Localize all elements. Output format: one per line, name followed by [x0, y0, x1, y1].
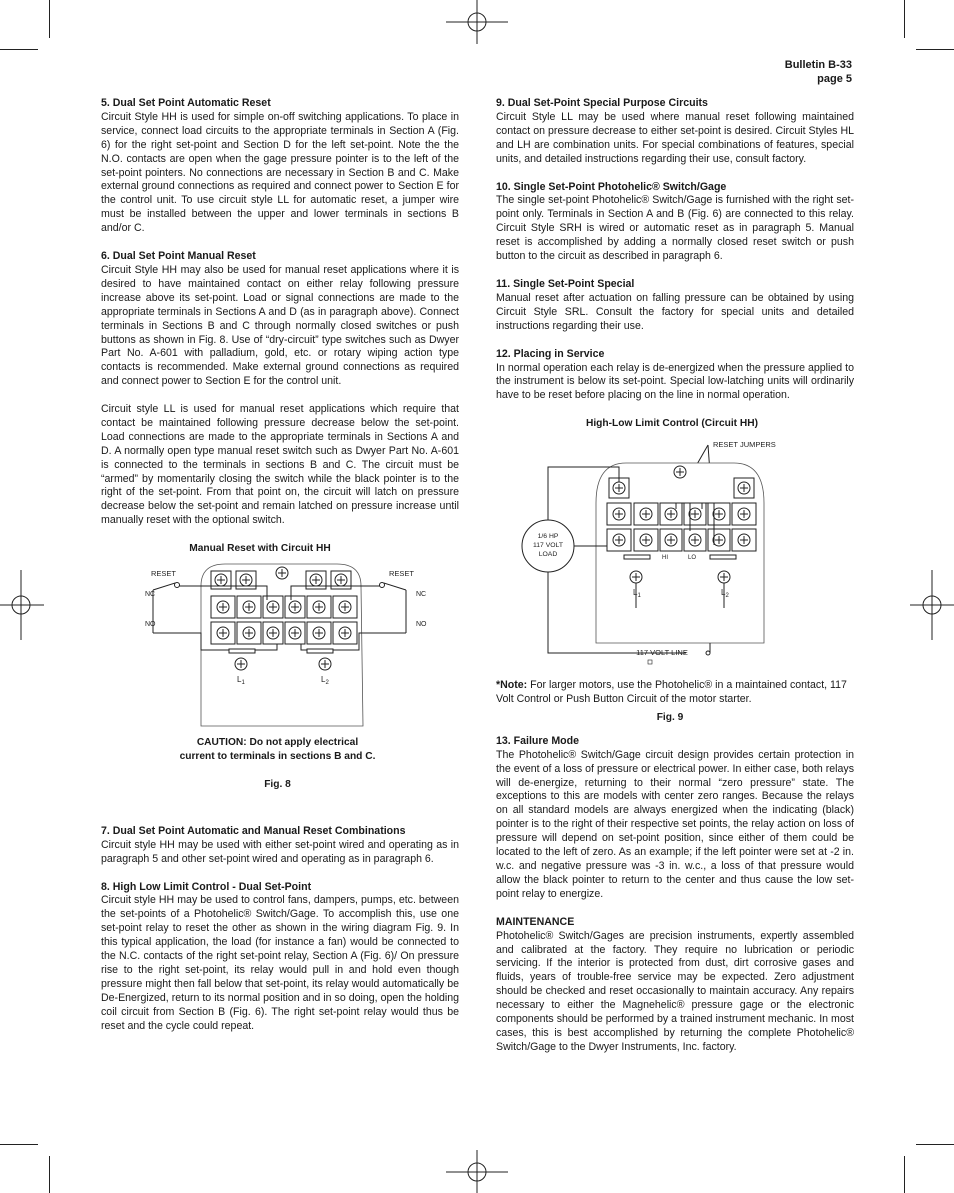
crop-mark	[904, 1156, 905, 1193]
hi-label: HI	[662, 555, 668, 562]
section-title: 9. Dual Set-Point Special Purpose Circuits	[496, 97, 708, 109]
section-body: Circuit style HH may be used with either set-point wired and operating as in paragraph 5 and other set-point wired and operating as in paragraph 6.	[101, 838, 459, 865]
fig8-caution	[96, 736, 459, 764]
terminal-l2-label: $L_2$	[721, 588, 729, 600]
figure-8	[101, 542, 459, 792]
load-label: LOAD	[538, 551, 558, 559]
figure-9	[496, 417, 854, 725]
section-11	[496, 278, 854, 334]
crop-mark	[0, 1144, 38, 1145]
reset-label-left: RESET	[151, 569, 177, 579]
section-8	[101, 881, 459, 1034]
figure-title: High-Low Limit Control (Circuit HH)	[585, 418, 759, 430]
registration-mark-bottom	[442, 1150, 512, 1193]
right-column	[496, 97, 854, 1069]
section-title: 7. Dual Set Point Automatic and Manual Reset Combinations	[101, 824, 406, 837]
crop-mark	[49, 1156, 50, 1193]
section-body: Circuit Style HH may also be used for manual reset applications where it is desired to have maintained contact on either relay following pressure increase above its set-point. Load or signal connections are made to the appropriate terminals in Sections A and D (as in paragraph above). Connect terminals in Sections B and C through normally closed switches or push buttons as shown in Fig. 8. Use of “dry-circuit” type switches such as Dwyer Part No. A-601 with palladium, gold, etc. or rotary wiping action type contacts is recommended. Make external ground connections as required and connect power to Section E for the control unit.	[101, 263, 459, 388]
fig9-caption: Fig. 9	[656, 711, 684, 723]
nc-label-right: NC	[416, 591, 427, 599]
left-column	[101, 97, 459, 1047]
registration-mark-right	[910, 570, 954, 640]
section-body: Circuit Style HH is used for simple on-off switching applications. To place in service, connect load circuits to the appropriate terminals in Section A (Fig. 6) for the right set-point and Section D for the left set-point. Note the the N.O. contacts are open when the gage pressure pointer is to the left of the set-point pointers. No connections are necessary in Section B and C. Make external ground connections as required and connect power to Section E for the control unit. To use circuit style LL for automatic reset, a jumper wire must be installed between the upper and lower terminals in sections B and/or C.	[101, 110, 459, 235]
page-header	[785, 58, 852, 86]
caution-line: CAUTION: Do not apply electrical	[196, 737, 359, 749]
section-title: 12. Placing in Service	[496, 347, 605, 360]
section-title: 5. Dual Set Point Automatic Reset	[101, 97, 271, 109]
section-9	[496, 97, 854, 167]
bulletin-number: Bulletin B-33	[784, 59, 852, 71]
note-label: *Note:	[496, 679, 528, 692]
load-label: 1/6 HP	[537, 533, 559, 541]
section-title: 6. Dual Set Point Manual Reset	[101, 250, 256, 263]
registration-mark-left	[0, 570, 44, 640]
crop-mark	[49, 0, 50, 38]
section-body: Photohelic® Switch/Gages are precision instruments, expertly assembled and calibrated at the factory. They require no lubrication or periodic servicing. If the interior is protected from dust, dirt corrosive gases and fluids, years of trouble-free service may be expected. Zero adjustment should be checked and reset occasionally to maintain accuracy. Any repairs necessary to either the Magnehelic® pressure gage or the electronic components should be performed by a trained instrument mechanic. In most cases, this is best accomplished by returning the complete Photohelic® Switch/Gage to the Dwyer Instruments, Inc. factory.	[496, 929, 854, 1053]
load-label: 117 VOLT	[533, 542, 563, 550]
fig9-wiring-diagram	[496, 433, 854, 673]
section-body: Manual reset after actuation on falling pressure can be obtained by using Circuit Style SRL. Consult the factory for special units and detailed instructions regarding their use.	[496, 291, 854, 332]
section-body: The Photohelic® Switch/Gage circuit design provides certain protection in the event of a loss of pressure or electrical power. In either case, both relays will de-energize, returning to their normal “zero pressure” state. The exceptions to this are models with center zero ranges. Because the relays on all standard models are always energized when the indicating (black) pointer is to the right of their respective set points, the relay action on loss of pressure will depend on set-point position, since either of them could be located to the left of zero. As an example; if the left pointer were set at -2 in. w.c. and negative pressure was -3 in. w.c., a loss of that pressure would allow the black pointer to return to the center and thus cause the low set-point relay to energize.	[496, 748, 854, 900]
section-5	[101, 97, 459, 236]
crop-mark	[916, 49, 954, 50]
section-body: Circuit style LL is used for manual reset applications which require that contact be maintained following pressure decrease below the set-point. Load connections are made to the appropriate terminals in Sections A and D. A normally open type manual reset switch such as Dwyer Part No. A-601 is connected to the terminals in sections B and C. The circuit must be “armed” by momentarily closing the switch while the black pointer is to the right of the set-point. From that point on, the circuit will latch on pressure decrease below the set-point and remain latched on pressure increase until manually reset with the optional switch.	[101, 403, 459, 527]
section-12	[496, 348, 854, 404]
section-body: In normal operation each relay is de-energized when the pressure applied to the instrument is below its set-point. Special low-latching units will ordinarily have to be reset before placing on the line in normal operation.	[496, 361, 854, 402]
page-number: page 5	[817, 73, 852, 85]
section-title: 13. Failure Mode	[496, 734, 580, 747]
reset-jumpers-label: RESET JUMPERS	[713, 440, 776, 450]
caution-line: current to terminals in sections B and C.	[179, 750, 376, 762]
fig8-caption: Fig. 8	[264, 778, 291, 790]
section-title: 8. High Low Limit Control - Dual Set-Point	[101, 880, 312, 893]
section-6	[101, 250, 459, 528]
section-7	[101, 825, 459, 867]
figure-title: Manual Reset with Circuit HH	[189, 543, 331, 555]
nc-label-left: NC	[145, 591, 156, 599]
terminal-l2-label: $L_2$	[321, 675, 329, 687]
section-10	[496, 181, 854, 264]
section-13	[496, 735, 854, 902]
line-voltage-label: 117 VOLT LINE	[636, 648, 688, 658]
section-body: The single set-point Photohelic® Switch/Gage is furnished with the right set-point only. Terminals in Section A and B (Fig. 6) are connected to this relay. Circuit Style SRH is wired or automatic reset as in paragraph 5. Manual reset is accomplished by adding a normally closed reset switch or push button to the circuit as described in paragraph 6.	[496, 194, 854, 263]
terminal-l1-label: $L_1$	[237, 675, 245, 687]
crop-mark	[0, 49, 38, 50]
section-title: 10. Single Set-Point Photohelic® Switch/Gage	[496, 180, 727, 193]
crop-mark	[916, 1144, 954, 1145]
crop-mark	[904, 0, 905, 38]
terminal-l1-label: $L_1$	[633, 588, 641, 600]
fig9-note	[496, 679, 854, 707]
fig8-wiring-diagram	[101, 558, 459, 730]
section-title: MAINTENANCE	[496, 915, 575, 928]
lo-label: LO	[688, 555, 697, 562]
reset-label-right: RESET	[389, 569, 415, 579]
registration-mark-top	[442, 0, 512, 45]
section-body: Circuit Style LL may be used where manual reset following maintained contact on pressure decrease to either set-point is desired. Circuit Styles HL and LH are combination units. For special combinations of features, special units, and detailed instructions regarding their use, consult factory.	[496, 110, 854, 165]
section-title: 11. Single Set-Point Special	[496, 277, 635, 290]
no-label-right: NO	[416, 621, 427, 629]
maintenance-section	[496, 916, 854, 1055]
section-body: Circuit style HH may be used to control fans, dampers, pumps, etc. between the set-points of a Photohelic® Switch/Gage. To accomplish this, use one set-point relay to reset the other as shown in the wiring diagram Fig. 9. In this typical application, the load (for instance a fan) would be connected to the N.C. contacts of the right set-point relay, Section A (Fig. 6)/ On pressure rise to the right set-point, its relay would pull in and hold even though pressure might then fall below that set-point, its relay would automatically be De-Energized, return to its normal position and in so doing, open the holding coil circuit from Section B (Fig. 6). The right set-point relay would thus be reset and the cycle could repeat.	[101, 894, 459, 1032]
no-label-left: NO	[145, 621, 156, 629]
note-text: For larger motors, use the Photohelic® in a maintained contact, 117 Volt Control or Push Button Circuit of the motor starter.	[496, 679, 847, 706]
